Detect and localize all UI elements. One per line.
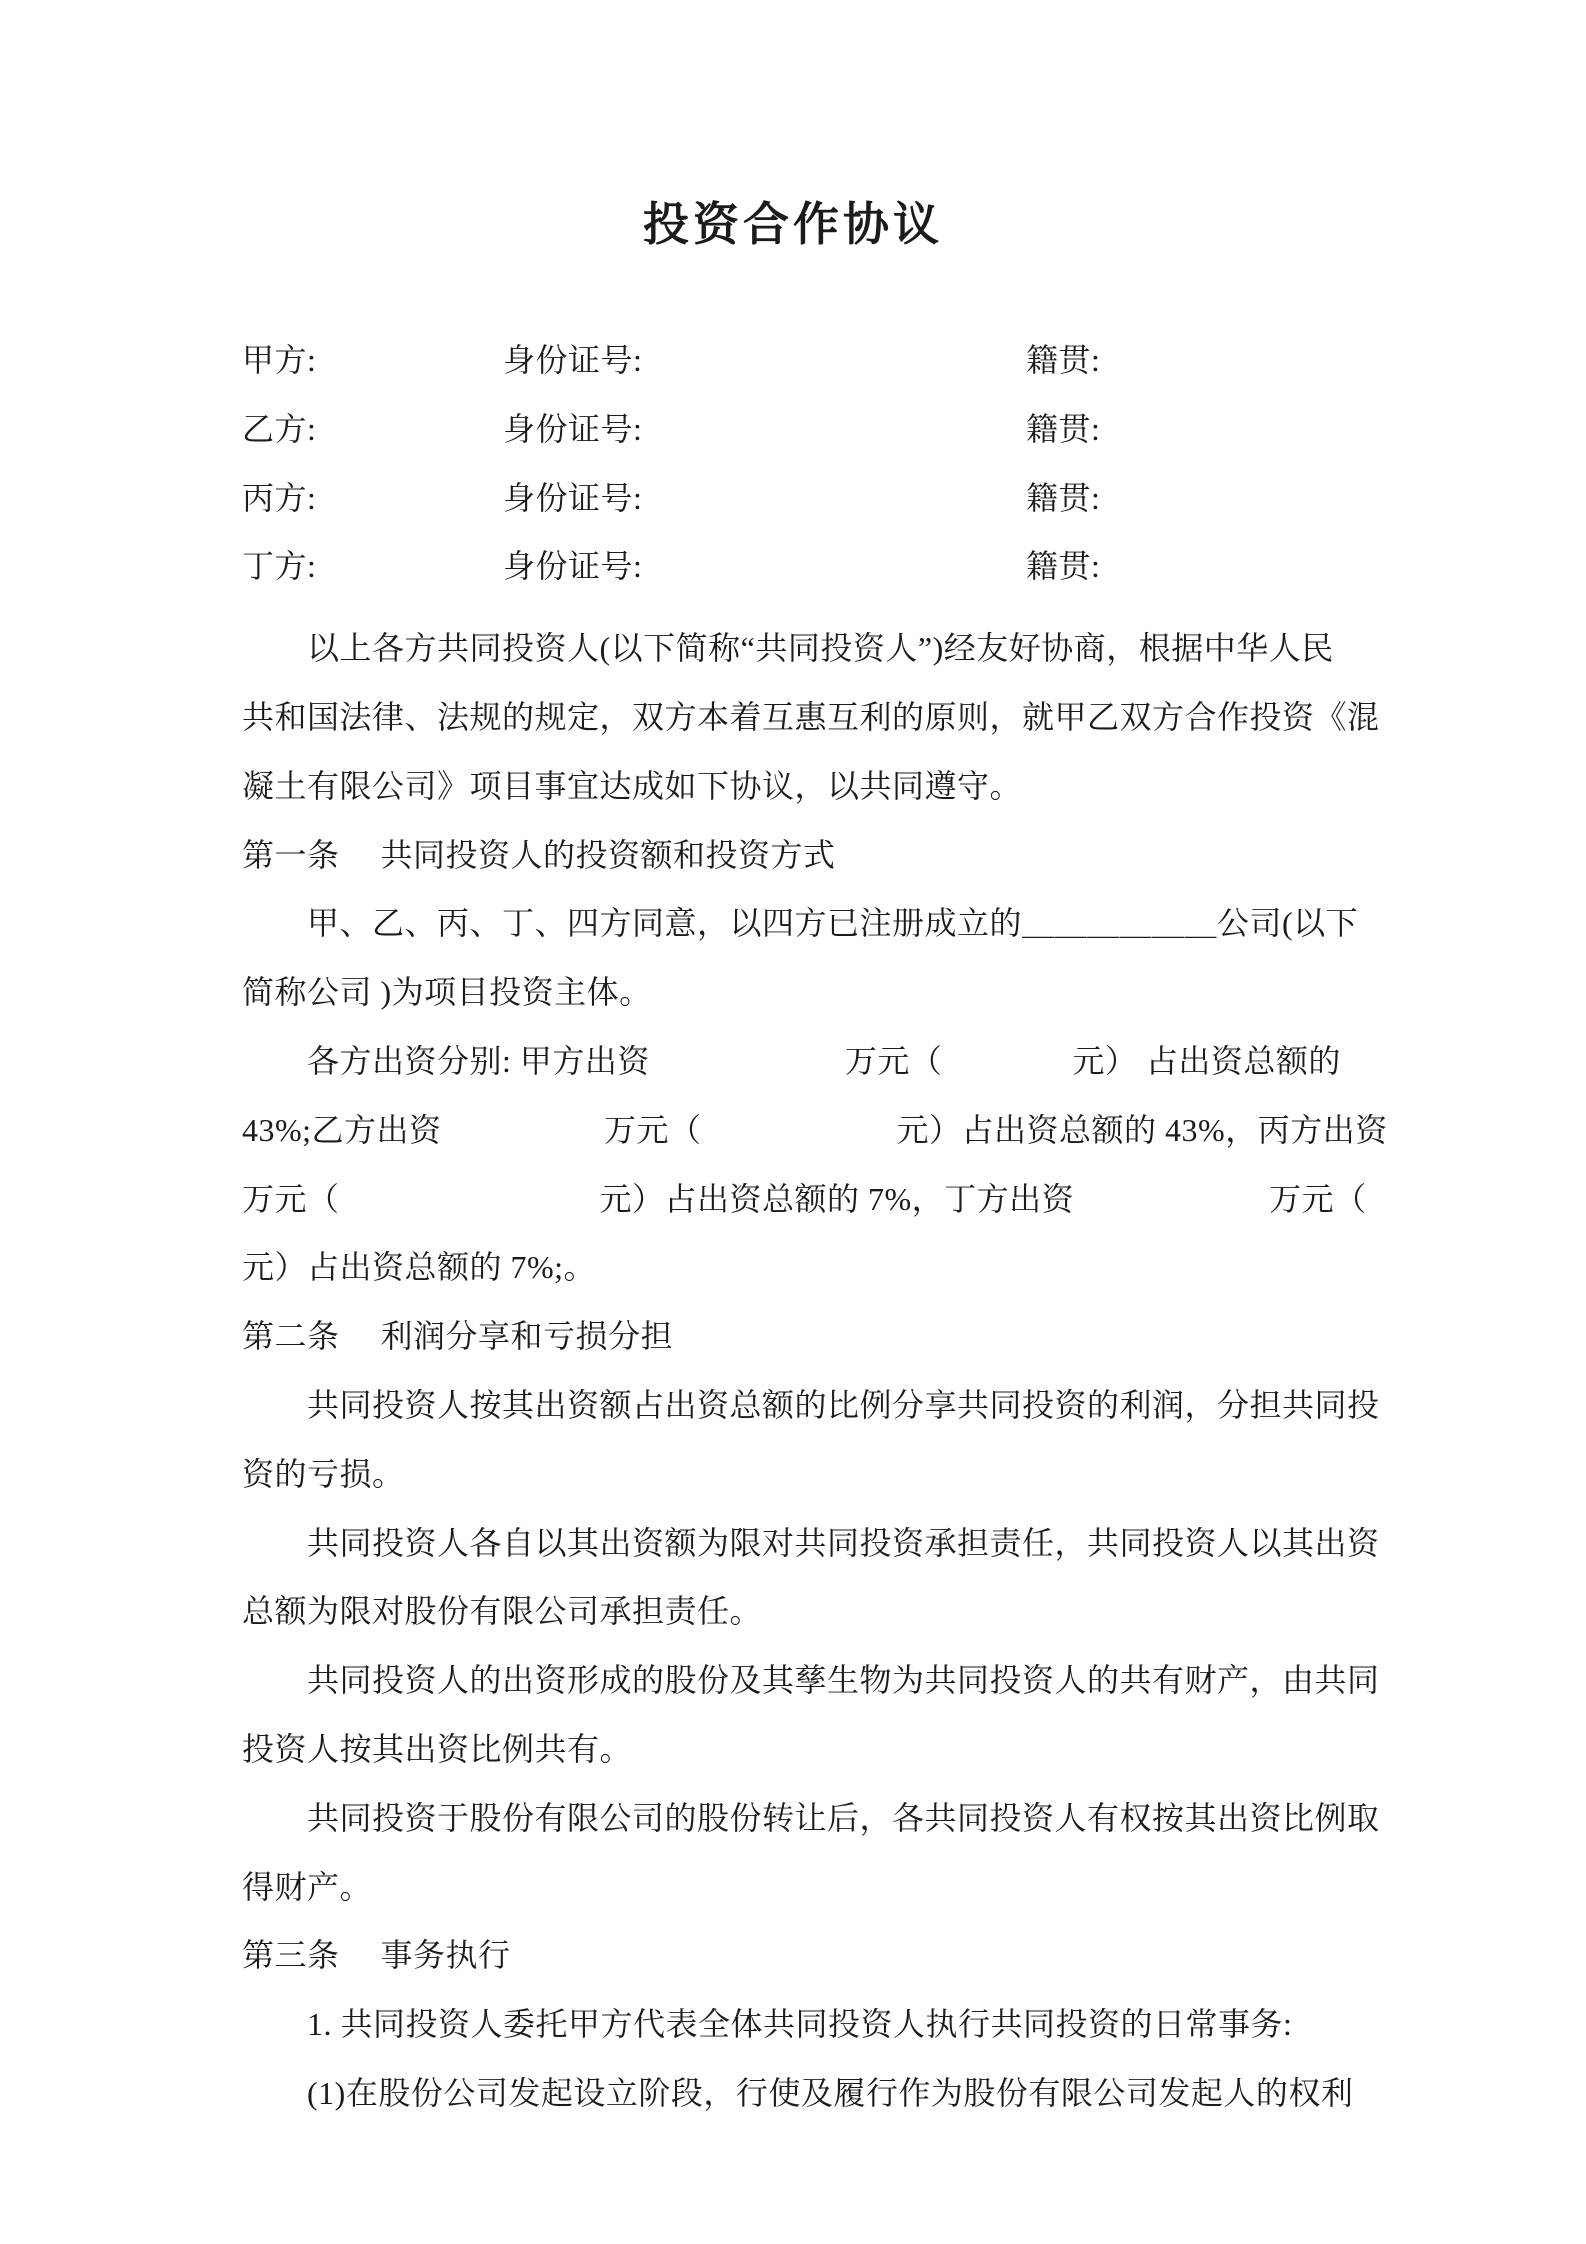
paragraph-line: 得财产。 bbox=[242, 1868, 373, 1905]
paragraph-line: 简称公司 )为项目投资主体。 bbox=[242, 974, 652, 1011]
paragraph-line: 共同投资人按其出资额占出资总额的比例分享共同投资的利润，分担共同投 bbox=[242, 1386, 1380, 1423]
party-origin-label: 籍贯: bbox=[1026, 342, 1101, 378]
paragraph-line: 1. 共同投资人委托甲方代表全体共同投资人执行共同投资的日常事务: bbox=[242, 2006, 1293, 2043]
paragraph-line: 共同投资人各自以其出资额为限对共同投资承担责任，共同投资人以其出资 bbox=[242, 1524, 1380, 1561]
paragraph-line: 共和国法律、法规的规定，双方本着互惠互利的原则，就甲乙双方合作投资《混 bbox=[242, 698, 1380, 735]
party-origin-label: 籍贯: bbox=[1026, 548, 1101, 585]
paragraph-line: 元）占出资总额的 7%;。 bbox=[242, 1249, 597, 1286]
party-name-label: 丙方: bbox=[242, 479, 317, 516]
party-row-dingfang bbox=[242, 532, 1344, 601]
party-origin-label: 籍贯: bbox=[1026, 410, 1101, 447]
paragraph-line: 总额为限对股份有限公司承担责任。 bbox=[242, 1593, 763, 1630]
paragraph-line: 万元（ 元）占出资总额的 7%，丁方出资 万元（ bbox=[242, 1180, 1367, 1217]
paragraph-line: 共同投资于股份有限公司的股份转让后，各共同投资人有权按其出资比例取 bbox=[242, 1799, 1380, 1836]
paragraph-line: 43%;乙方出资 万元（ 元）占出资总额的 43%，丙方出资 bbox=[242, 1111, 1388, 1148]
paragraph-line: (1)在股份公司发起设立阶段，行使及履行作为股份有限公司发起人的权利 bbox=[242, 2074, 1354, 2111]
paragraph-line: 共同投资人的出资形成的股份及其孳生物为共同投资人的共有财产，由共同 bbox=[242, 1662, 1380, 1699]
document-body bbox=[242, 614, 1388, 2128]
party-row-jiafang bbox=[242, 326, 1344, 395]
party-id-label: 身份证号: bbox=[503, 342, 643, 378]
section-heading-3: 第三条 事务执行 bbox=[242, 1937, 511, 1974]
party-id-label: 身份证号: bbox=[503, 410, 643, 447]
party-row-bingfang bbox=[242, 464, 1344, 533]
paragraph-line: 甲、乙、丙、丁、四方同意，以四方已注册成立的＿＿＿＿＿＿公司(以下 bbox=[242, 905, 1359, 942]
party-name-label: 甲方: bbox=[242, 342, 317, 378]
parties-block bbox=[242, 326, 1344, 601]
party-id-label: 身份证号: bbox=[503, 548, 643, 585]
paragraph-line: 投资人按其出资比例共有。 bbox=[242, 1730, 633, 1767]
document-title: 投资合作协议 bbox=[643, 199, 943, 250]
party-row-yifang bbox=[242, 395, 1344, 464]
paragraph-line: 资的亏损。 bbox=[242, 1455, 405, 1492]
party-name-label: 乙方: bbox=[242, 410, 317, 447]
section-heading-2: 第二条 利润分享和亏损分担 bbox=[242, 1318, 674, 1355]
paragraph-line: 凝土有限公司》项目事宜达成如下协议，以共同遵守。 bbox=[242, 767, 1023, 804]
party-id-label: 身份证号: bbox=[503, 479, 643, 516]
party-origin-label: 籍贯: bbox=[1026, 479, 1101, 516]
party-name-label: 丁方: bbox=[242, 548, 317, 585]
paragraph-line: 各方出资分别: 甲方出资 万元（ 元） 占出资总额的 bbox=[242, 1042, 1341, 1079]
section-heading-1: 第一条 共同投资人的投资额和投资方式 bbox=[242, 836, 836, 873]
paragraph-line: 以上各方共同投资人(以下简称“共同投资人”)经友好协商，根据中华人民 bbox=[242, 630, 1334, 667]
